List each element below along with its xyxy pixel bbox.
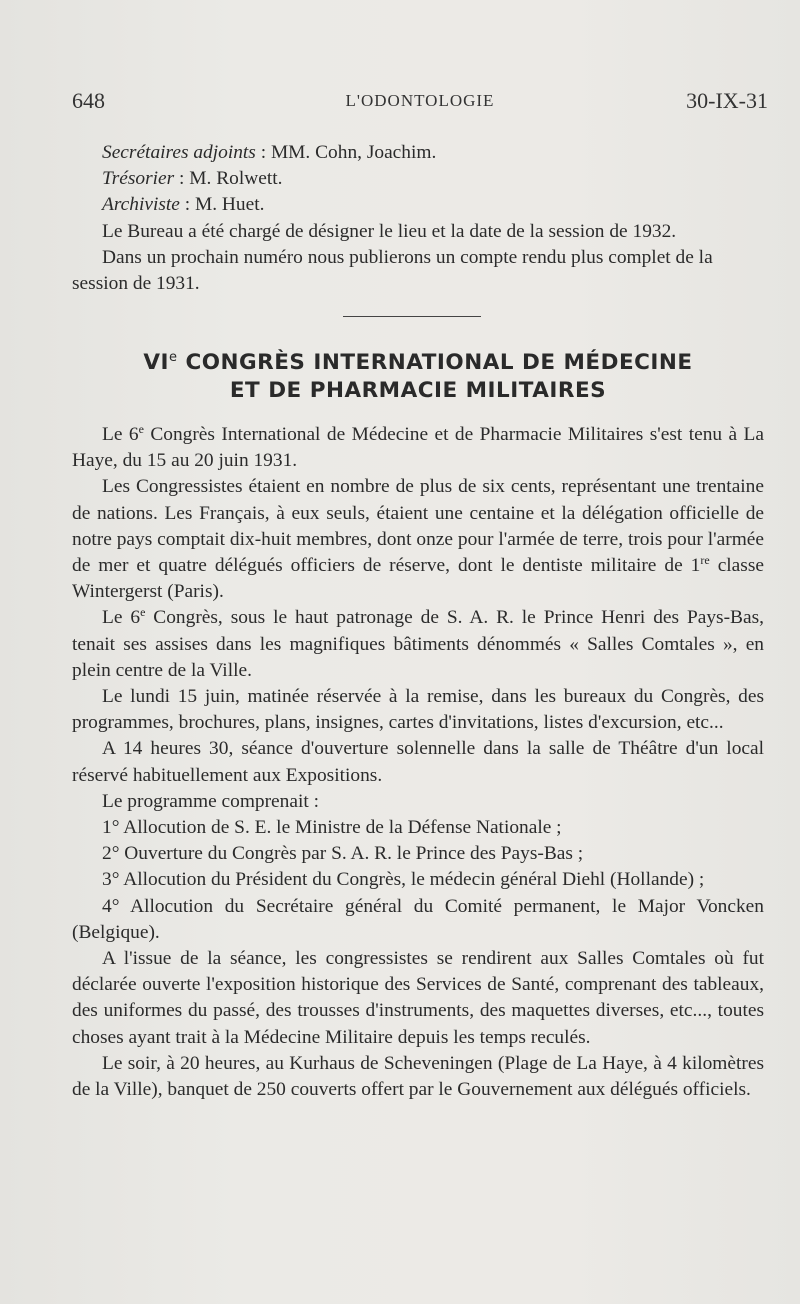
p2-sup: re xyxy=(700,553,710,568)
secretaires-line xyxy=(72,140,764,166)
page-header xyxy=(72,88,768,118)
secretaires-label: Secrétaires adjoints xyxy=(102,142,256,163)
p1-sup: e xyxy=(138,422,144,436)
section-heading-line2: ET DE PHARMACIE MILITAIRES xyxy=(229,378,607,403)
paragraph-11: A l'issue de la séance, les congressistes se rendirent aux Salles Comtales où fut déclarée ouverte l'exposition historique des Services de Santé, comprenant des tableaux, des uniformes du passé, des trousses d'instruments, des maquettes diverses, etc..., toutes choses ayant trait à la Médecine Militaire depuis les temps reculés. xyxy=(72,948,764,1048)
paragraph-9: 3° Allocution du Président du Congrès, le médecin général Diehl (Hollande) ; xyxy=(102,869,705,891)
paragraph-8: 2° Ouverture du Congrès par S. A. R. le Prince des Pays-Bas ; xyxy=(102,843,584,865)
heading-roman: VI xyxy=(143,350,169,375)
paragraph-10: 4° Allocution du Secrétaire général du Comité permanent, le Major Voncken (Belgique). xyxy=(72,895,764,943)
p2-text-b: classe Wintergerst (Paris). xyxy=(72,555,764,603)
paragraph-12: Le soir, à 20 heures, au Kurhaus de Scheveningen (Plage de La Haye, à 4 kilomètres de la Ville), banquet de 250 couverts offert par le Gouvernement aux délégués officiels. xyxy=(72,1052,764,1101)
archiviste-label: Archiviste xyxy=(102,194,180,216)
p3-sup: e xyxy=(140,605,146,620)
paragraph-3 xyxy=(72,605,764,684)
secretaires-value: : MM. Cohn, Joachim. xyxy=(255,142,437,163)
section-divider xyxy=(343,316,481,317)
page-number: 648 xyxy=(72,88,105,113)
p3-text-a: Le 6 xyxy=(102,607,141,629)
archiviste-line xyxy=(72,192,764,218)
paragraph-2 xyxy=(72,474,764,605)
p3-text-b: Congrès, sous le haut patronage de S. A. R. le Prince Henri des Pays-Bas, tenait ses assises dans les magnifiques bâtiments dénommés « Salles Comtales », en plein centre de la Ville. xyxy=(72,607,764,681)
p1-text-b: Congrès International de Médecine et de Pharmacie Militaires s'est tenu à La Haye, du 15 au 20 juin 1931. xyxy=(72,424,764,472)
archiviste-value: : M. Huet. xyxy=(179,194,265,216)
journal-title: L'ODONTOLOGIE xyxy=(345,91,495,110)
tresorier-line xyxy=(72,166,764,192)
p2-text-a: Les Congressistes étaient en nombre de plus de six cents, représentant une trentaine de nations. Les Français, à eux seuls, étaient une centaine et la délégation officielle de notre pays comptait dix-huit membres, dont onze pour l'armée de terre, trois pour l'armée de mer et quatre délégués officiers de réserve, dont le dentiste militaire de 1 xyxy=(72,476,764,577)
officers-block xyxy=(72,140,764,297)
paragraph-5: A 14 heures 30, séance d'ouverture solennelle dans la salle de Théâtre d'un local réservé habituellement aux Expositions. xyxy=(72,738,764,786)
heading-rest: CONGRÈS INTERNATIONAL DE MÉDECINE xyxy=(177,350,693,375)
paragraph-1 xyxy=(72,422,764,474)
bureau-paragraph: Le Bureau a été chargé de désigner le lieu et la date de la session de 1932. xyxy=(102,220,677,242)
paragraph-7: 1° Allocution de S. E. le Ministre de la Défense Nationale ; xyxy=(102,817,562,839)
paragraph-4: Le lundi 15 juin, matinée réservée à la remise, dans les bureaux du Congrès, des programmes, brochures, plans, insignes, cartes d'invitations, listes d'excursion, etc... xyxy=(72,686,764,734)
issue-date: 30-IX-31 xyxy=(686,88,768,113)
tresorier-value: : M. Rolwett. xyxy=(174,168,283,190)
article-body xyxy=(72,422,764,1103)
prochain-paragraph: Dans un prochain numéro nous publierons un compte rendu plus complet de la session de 1931. xyxy=(72,246,713,295)
section-heading-line1 xyxy=(72,350,764,375)
tresorier-label: Trésorier xyxy=(102,168,175,190)
p1-text-a: Le 6 xyxy=(102,424,139,445)
paragraph-6: Le programme comprenait : xyxy=(102,790,319,812)
heading-sup: e xyxy=(169,350,178,365)
